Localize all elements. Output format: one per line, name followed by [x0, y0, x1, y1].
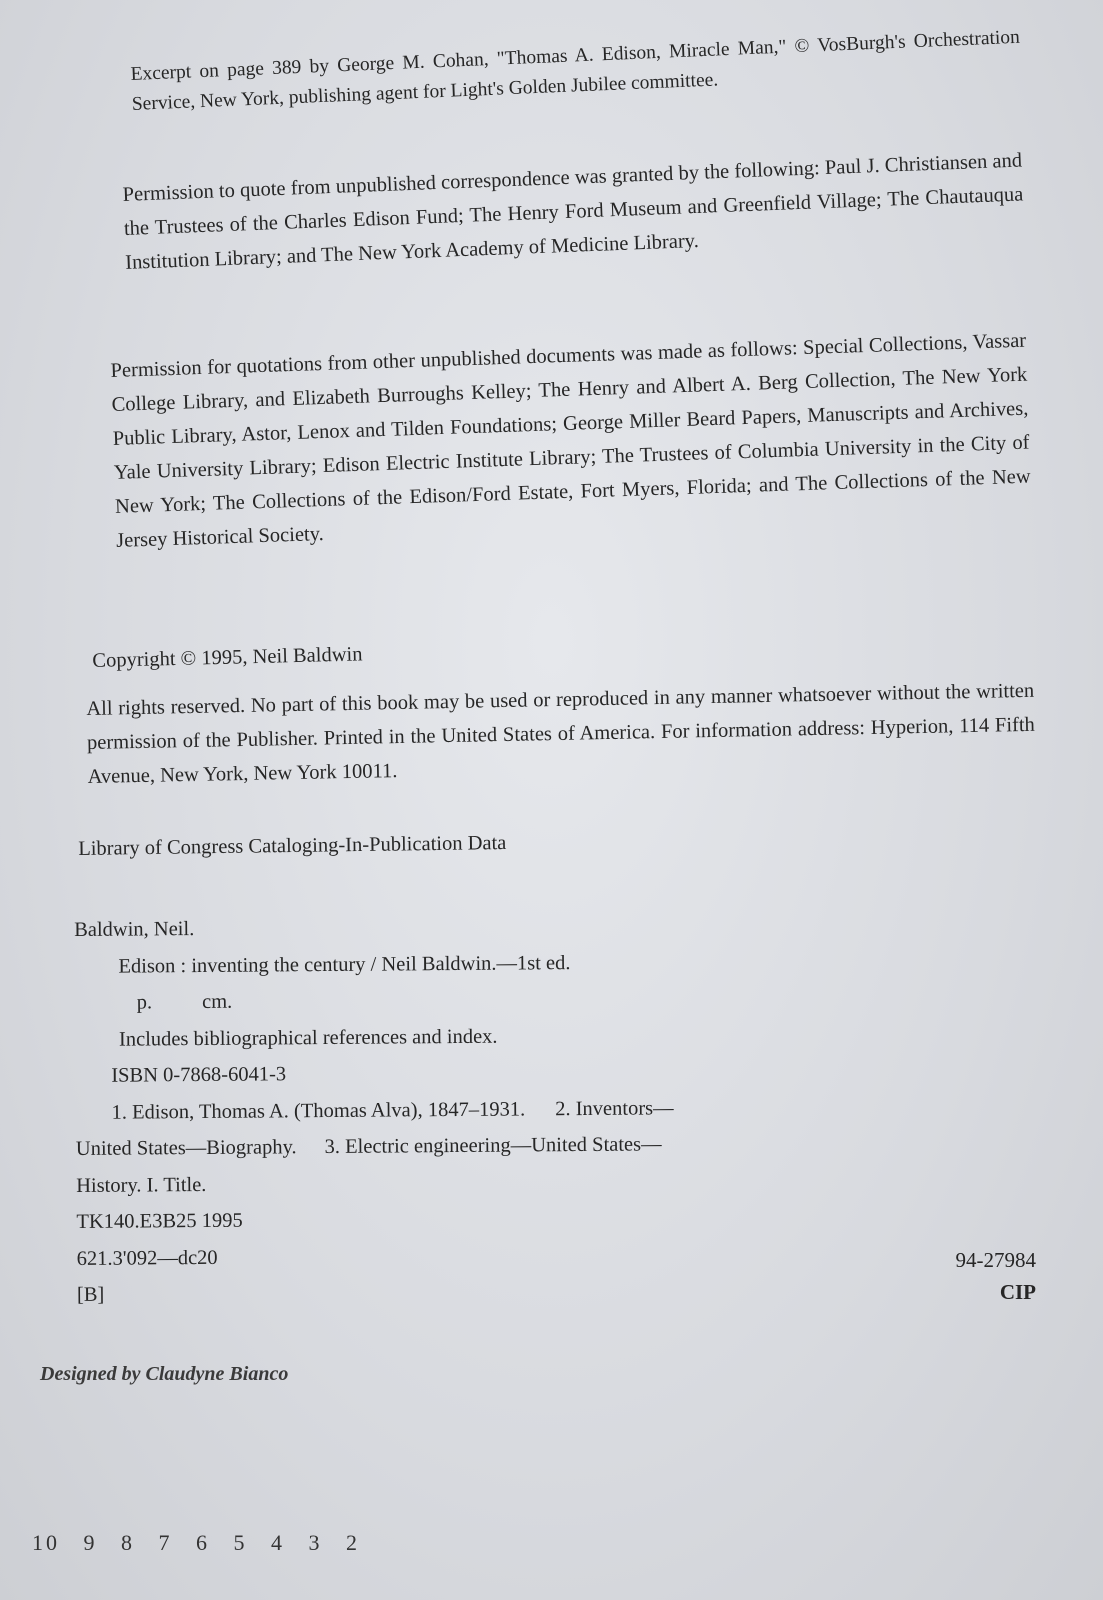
documents-permission: Permission for quotations from other unpublished documents was made as follows: Special Collections, Vassar College Library, and Elizabeth Burroughs Kelley; The Henry and Albert A. Berg Collection, The New York Public Library, Astor, Lenox and Tilden Foundations; George Miller Beard Papers, Manuscripts and Archives, Yale University Library; Edison Electric Institute Library; The Trustees of Columbia University in the City of New York; The Collections of the Edison/Ford Estate, Fort Myers, Florida; and The Collections of the New Jersey Historical Society.: [110, 329, 1031, 552]
cip-author: Baldwin, Neil.: [74, 918, 195, 941]
cip-subjects-line-3: History. I. Title.: [76, 1173, 207, 1197]
cip-subject-engineering: 3. Electric engineering—United States—: [324, 1133, 662, 1159]
cip-lc-class: TK140.E3B25 1995: [76, 1209, 243, 1233]
print-number: 3: [308, 1530, 323, 1555]
print-number: 4: [271, 1530, 285, 1555]
cip-subjects-line-1: [75, 1090, 673, 1131]
copyright-notice: Copyright © 1995, Neil Baldwin: [92, 643, 363, 672]
cip-cm: cm.: [201, 990, 233, 1013]
lccn-number: 94-27984: [955, 1248, 1036, 1272]
printing-line: [32, 1530, 375, 1556]
cip-dewey: 621.3'092—dc20: [76, 1246, 218, 1270]
cip-subject-inventors: 2. Inventors—: [555, 1096, 674, 1120]
cip-isbn: ISBN 0-7868-6041-3: [111, 1063, 287, 1087]
print-number: 5: [233, 1530, 248, 1555]
correspondence-permission: Permission to quote from unpublished correspondence was granted by the following: Paul J. Christiansen and the Trustees of the Charles Edison Fund; The Henry Ford Museum and Greenfield Village; The Chautauqua Institution Library; and The New York Academy of Medicine Library.: [122, 149, 1024, 274]
cip-subject-biography: United States—Biography.: [75, 1136, 297, 1160]
excerpt-permission: Excerpt on page 389 by George M. Cohan, "Thomas A. Edison, Miracle Man," © VosBurgh's Orchestration Service, New York, publishing agent for Light's Golden Jubilee committee.: [130, 26, 1021, 115]
cip-subject-edison: 1. Edison, Thomas A. (Thomas Alva), 1847–1931.: [111, 1097, 526, 1124]
designer-credit: Designed by Claudyne Bianco: [40, 1363, 289, 1385]
cip-physical: [75, 980, 673, 1021]
cip-mark: CIP: [999, 1280, 1036, 1304]
cip-pages: p.: [136, 991, 153, 1014]
print-number: 8: [121, 1530, 135, 1555]
cip-title: Edison : inventing the century / Neil Baldwin.—1st ed.: [118, 951, 571, 978]
print-number: 7: [158, 1530, 173, 1555]
rights-reserved: All rights reserved. No part of this book may be used or reproduced in any manner whatsoever without the written permission of the Publisher. Printed in the United States of America. For information address: Hyperion, 114 Fifth Avenue, New York, New York 10011.: [86, 679, 1036, 788]
cip-heading: Library of Congress Cataloging-In-Publication Data: [78, 832, 507, 860]
lccn-block: [880, 1244, 1036, 1308]
cip-subjects-line-2: [76, 1126, 674, 1167]
print-number: 6: [196, 1530, 210, 1555]
print-number: 10: [32, 1530, 60, 1555]
print-number: 9: [83, 1530, 98, 1555]
cip-record: [74, 907, 675, 1313]
cip-notes: Includes bibliographical references and index.: [118, 1025, 498, 1051]
print-number: 2: [346, 1530, 360, 1555]
cip-bracket: [B]: [76, 1283, 105, 1306]
